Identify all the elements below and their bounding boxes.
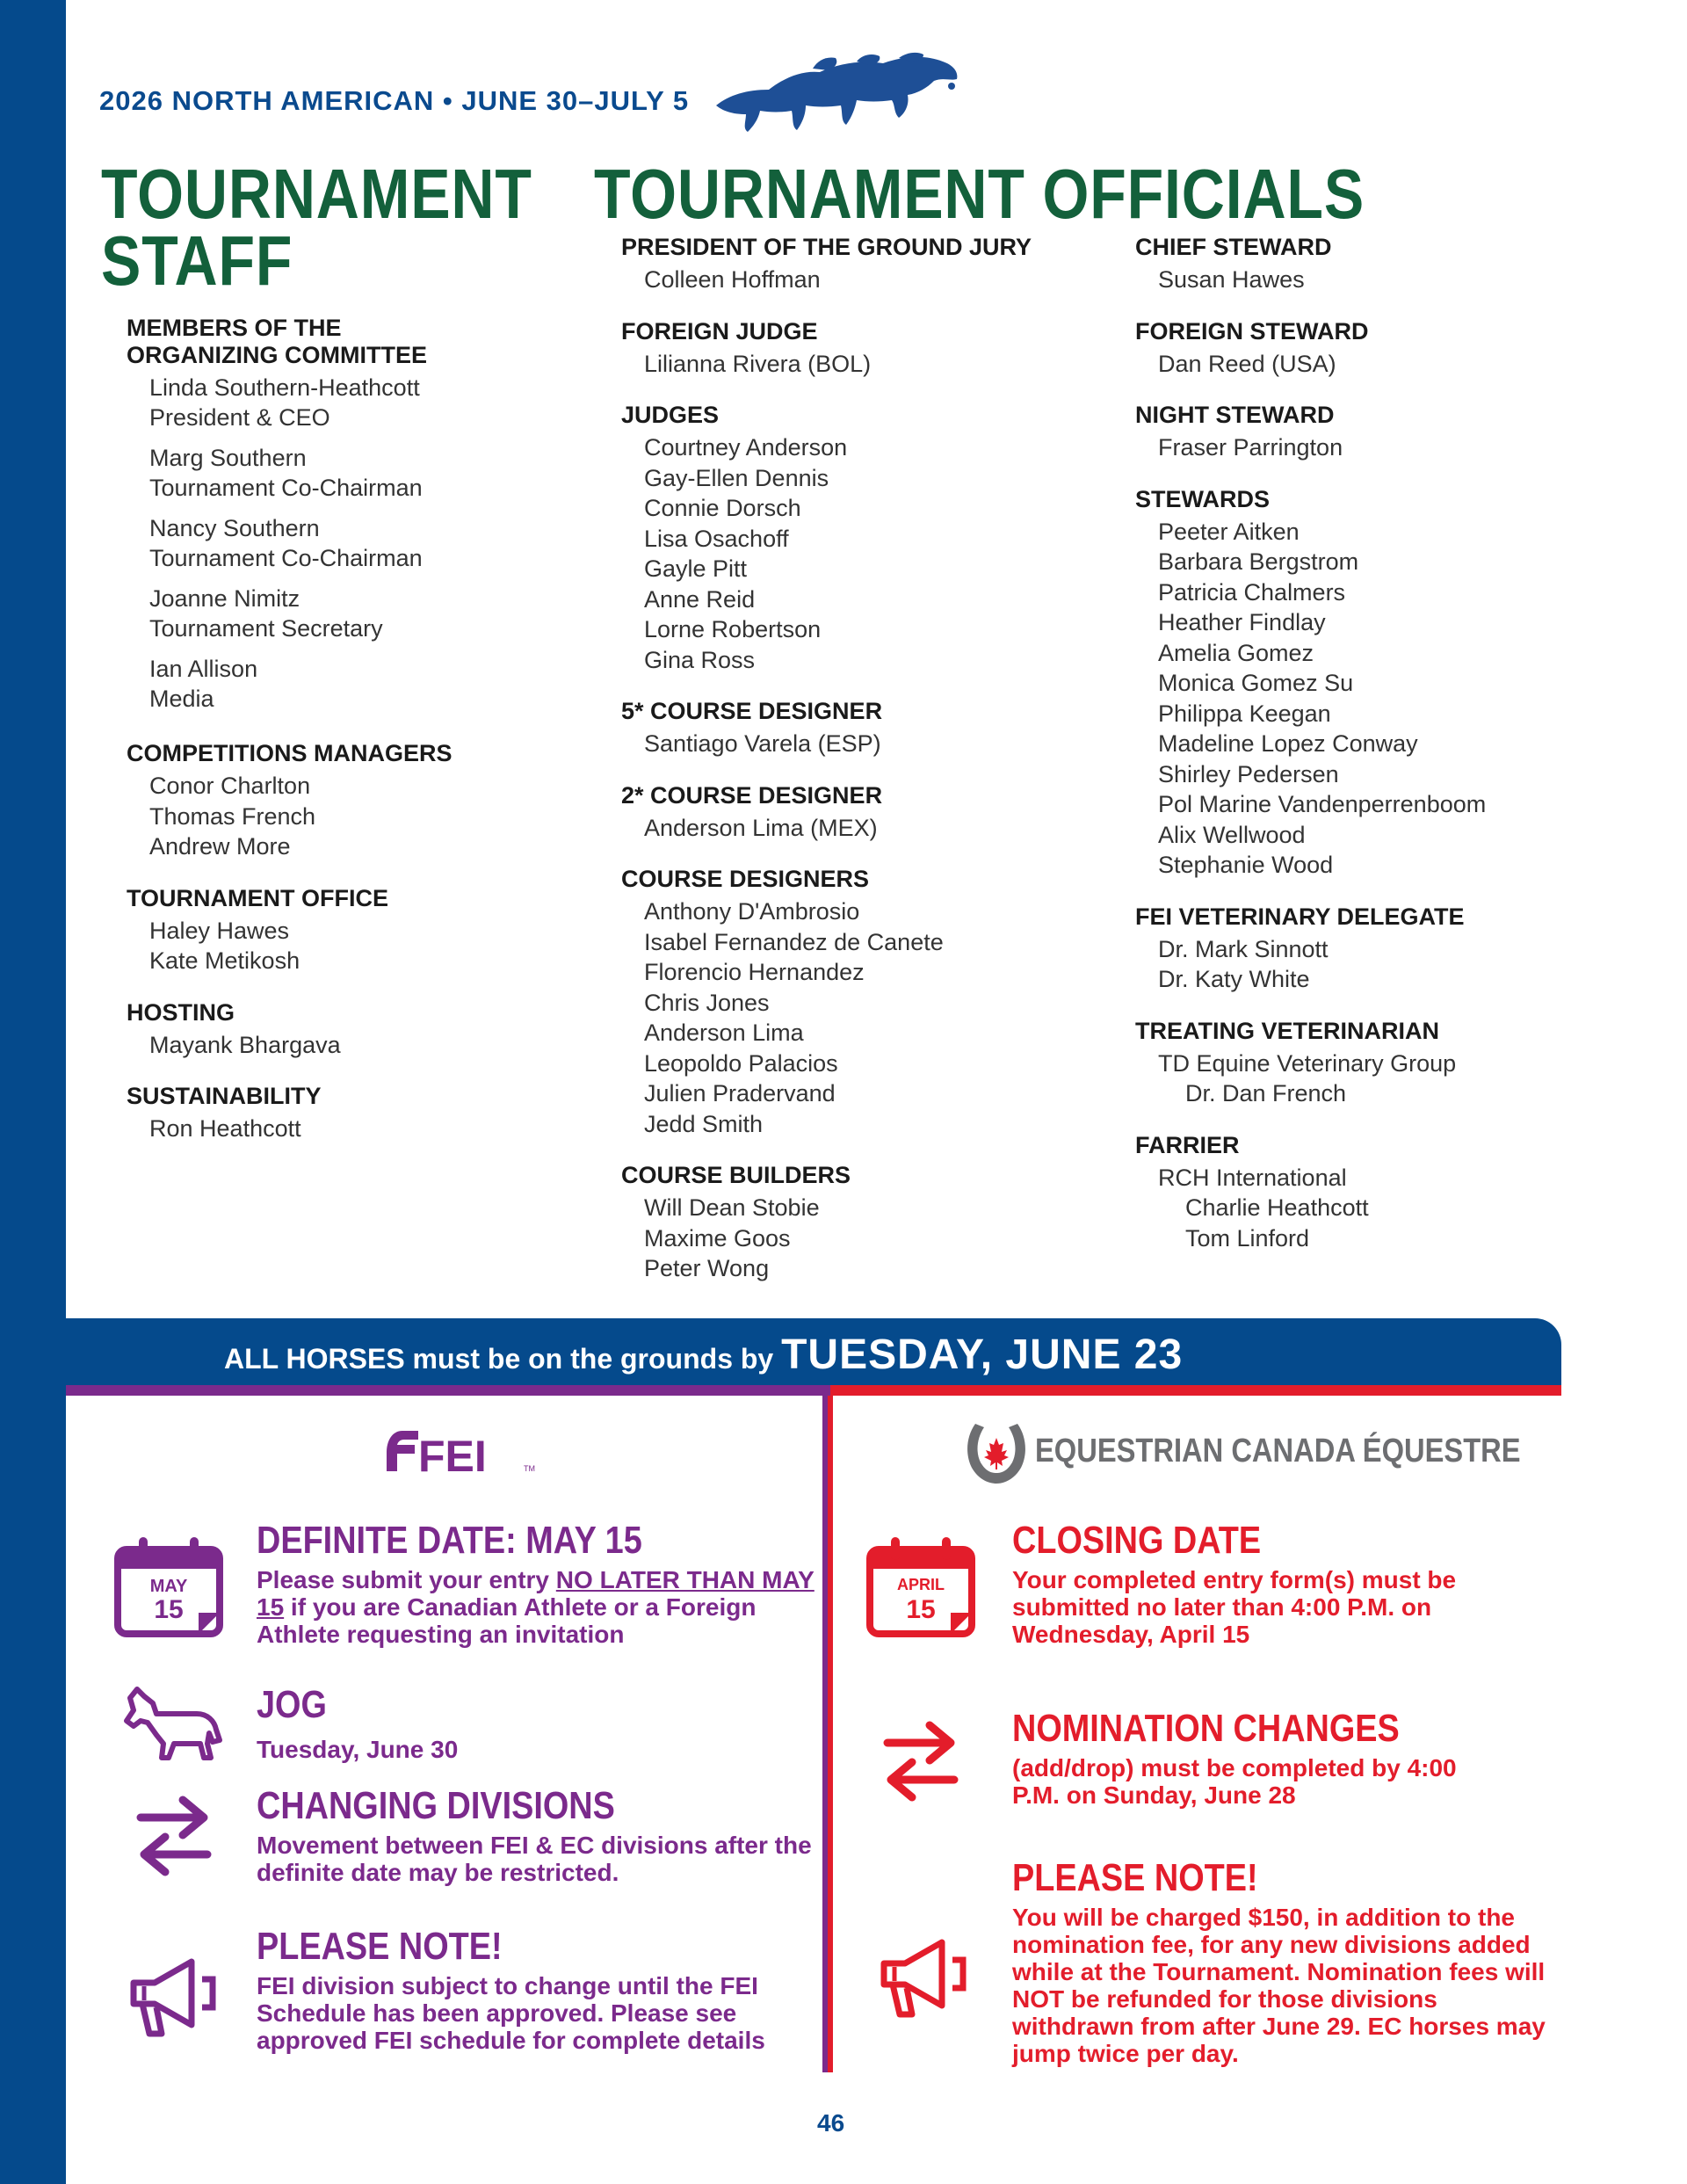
list-item: Lilianna Rivera (BOL): [644, 350, 872, 377]
list-item: Lisa Osachoff: [644, 525, 789, 552]
list-item: Conor Charlton: [149, 773, 311, 799]
megaphone-icon: [875, 1934, 972, 2021]
section-heading: TOURNAMENT OFFICE: [127, 884, 388, 911]
section-heading: 2* COURSE DESIGNER: [621, 781, 883, 809]
list-item: Leopoldo Palacios: [644, 1049, 838, 1077]
list-item: Chris Jones: [644, 989, 770, 1016]
changing-divisions-title: CHANGING DIVISIONS: [257, 1784, 615, 1827]
section-heading: TREATING VETERINARIAN: [1135, 1017, 1440, 1044]
swap-arrows-icon: [880, 1718, 961, 1803]
section-list: [1135, 432, 1662, 463]
member-role: President & CEO: [149, 404, 330, 431]
section-list: [1135, 934, 1662, 995]
horses-jumping-logo-icon: [707, 51, 962, 143]
definite-body-post: if you are Canadian Athlete or a Foreign Athlete requesting an invitation: [257, 1593, 757, 1648]
member-role: Tournament Co-Chairman: [149, 545, 423, 571]
closing-date-body: Your completed entry form(s) must be submitted no later than 4:00 P.M. on Wednesday, April 15: [1012, 1566, 1457, 1648]
closing-date-block: [1012, 1519, 1557, 1648]
section-list: [621, 349, 1113, 380]
section-heading: COURSE DESIGNERS: [621, 866, 870, 892]
list-item: Kate Metikosh: [149, 947, 300, 974]
section-list: [1135, 265, 1662, 295]
list-item: Gayle Pitt: [644, 555, 748, 582]
tournament-officials-title: TOURNAMENT OFFICIALS: [594, 155, 1365, 233]
section-heading: FEI VETERINARY DELEGATE: [1135, 903, 1465, 930]
section-foreign-steward: [1135, 318, 1662, 380]
committee-heading-line2: ORGANIZING COMMITTEE: [127, 342, 427, 368]
list-item: Colleen Hoffman: [644, 266, 821, 293]
fei-note-block: [257, 1925, 819, 2054]
list-item: Shirley Pedersen: [1158, 760, 1339, 787]
list-item: Susan Hawes: [1158, 266, 1305, 293]
list-item: Dr. Katy White: [1158, 966, 1310, 992]
list-item: Dan Reed (USA): [1158, 350, 1336, 377]
fei-logo-tm: TM: [524, 1464, 535, 1473]
committee-heading-line1: MEMBERS OF THE: [127, 315, 342, 341]
list-sub-item: Dr. Dan French: [1185, 1080, 1347, 1107]
member-name: Joanne Nimitz: [149, 585, 300, 612]
section-heading: 5* COURSE DESIGNER: [621, 698, 883, 724]
list-item: TD Equine Veterinary Group: [1158, 1049, 1457, 1077]
list-item: Anthony D'Ambrosio: [644, 898, 860, 925]
section-list: [1135, 517, 1662, 881]
list-item: Santiago Varela (ESP): [644, 730, 881, 757]
banner-part2: must be on the grounds by: [404, 1343, 782, 1375]
section-list: [621, 813, 1113, 844]
section-heading: JUDGES: [621, 402, 720, 428]
nomination-changes-block: [1012, 1707, 1557, 1809]
section-president-of-the-ground-jury: [621, 234, 1113, 295]
list-item: Stephanie Wood: [1158, 852, 1334, 878]
ec-logo-text: EQUESTRIAN CANADA ÉQUESTRE: [1035, 1433, 1521, 1469]
officials-column-2: [1135, 234, 1662, 1276]
list-item: Patricia Chalmers: [1158, 578, 1346, 606]
definite-date-block: [257, 1519, 819, 1648]
list-item: Mayank Bhargava: [149, 1031, 341, 1058]
committee-member: [149, 654, 583, 714]
page-number: 46: [817, 2109, 845, 2137]
committee-section: [127, 315, 583, 714]
section-2-course-designer: [621, 782, 1113, 844]
list-item: Fraser Parrington: [1158, 434, 1343, 461]
committee-member: [149, 584, 583, 643]
section-list: [127, 916, 583, 976]
list-item: Anderson Lima: [644, 1019, 804, 1046]
nomination-changes-title: NOMINATION CHANGES: [1012, 1707, 1400, 1750]
left-accent-bar: [0, 0, 66, 2184]
section-heading: STEWARDS: [1135, 485, 1271, 512]
closing-date-title: CLOSING DATE: [1012, 1519, 1262, 1562]
list-item: Anderson Lima (MEX): [644, 814, 878, 841]
list-item: Connie Dorsch: [644, 495, 801, 521]
section-list: [621, 1193, 1113, 1284]
banner-part1: ALL HORSES: [224, 1343, 405, 1375]
ec-note-block: [1012, 1856, 1557, 2067]
section-list: [621, 265, 1113, 295]
section-list: [621, 729, 1113, 759]
list-item: Florencio Hernandez: [644, 959, 865, 985]
section-night-steward: [1135, 402, 1662, 463]
member-name: Marg Southern: [149, 445, 307, 471]
section-fei-veterinary-delegate: [1135, 903, 1662, 995]
list-item: Lorne Robertson: [644, 616, 822, 642]
member-name: Nancy Southern: [149, 515, 320, 541]
list-item: Jedd Smith: [644, 1110, 764, 1137]
section-list: [127, 1114, 583, 1144]
equestrian-canada-logo: [963, 1417, 1521, 1487]
section-course-designers: [621, 866, 1113, 1139]
changing-divisions-block: [257, 1784, 819, 1886]
ec-top-bar: [830, 1385, 1561, 1396]
ec-divider: [828, 1396, 833, 2072]
officials-column-1: [621, 234, 1113, 1307]
section-tournament-office: [127, 885, 583, 976]
list-item: Andrew More: [149, 833, 291, 860]
section-5-course-designer: [621, 698, 1113, 759]
section-list: [127, 771, 583, 862]
section-list: [127, 1030, 583, 1061]
section-sustainability: [127, 1083, 583, 1144]
member-role: Media: [149, 686, 214, 712]
section-heading: NIGHT STEWARD: [1135, 402, 1335, 428]
list-sub-item: Charlie Heathcott: [1185, 1194, 1369, 1221]
fei-note-title: PLEASE NOTE!: [257, 1925, 503, 1968]
committee-list: [127, 373, 583, 714]
changing-divisions-body: Movement between FEI & EC divisions after the definite date may be restricted.: [257, 1832, 812, 1886]
calendar-april-month: APRIL: [897, 1576, 945, 1593]
ec-note-title: PLEASE NOTE!: [1012, 1856, 1258, 1899]
list-item: Dr. Mark Sinnott: [1158, 935, 1329, 962]
banner-text: [224, 1331, 1183, 1379]
section-list: [621, 432, 1113, 675]
list-item: Ron Heathcott: [149, 1115, 301, 1142]
member-role: Tournament Secretary: [149, 615, 383, 642]
staff-title-line1: TOURNAMENT: [101, 155, 532, 233]
definite-date-body: [257, 1566, 819, 1648]
calendar-may-month: MAY: [149, 1577, 188, 1596]
calendar-april-15-icon: [865, 1534, 977, 1639]
list-item: Monica Gomez Su: [1158, 670, 1354, 696]
list-item: Alix Wellwood: [1158, 821, 1306, 848]
section-heading: PRESIDENT OF THE GROUND JURY: [621, 234, 1032, 260]
fei-logo-text: FEI: [418, 1432, 487, 1478]
list-item: Barbara Bergstrom: [1158, 548, 1359, 575]
staff-column: [127, 315, 583, 1167]
member-name: Ian Allison: [149, 656, 258, 682]
list-item: Peeter Aitken: [1158, 518, 1300, 545]
section-heading: HOSTING: [127, 998, 235, 1026]
list-sub-item: Tom Linford: [1185, 1224, 1310, 1252]
section-heading: COURSE BUILDERS: [621, 1162, 851, 1188]
list-item: Gina Ross: [644, 646, 756, 673]
section-hosting: [127, 999, 583, 1061]
list-item: Haley Hawes: [149, 917, 290, 944]
list-item: Isabel Fernandez de Canete: [644, 928, 944, 955]
horseshoe-maple-leaf-icon: [963, 1419, 1030, 1485]
section-list: [1135, 1048, 1662, 1109]
calendar-may-day: 15: [154, 1595, 184, 1624]
list-item: Courtney Anderson: [644, 434, 848, 461]
list-item: Peter Wong: [644, 1255, 770, 1281]
event-header: 2026 NORTH AMERICAN • JUNE 30–JULY 5: [99, 85, 690, 116]
list-item: Madeline Lopez Conway: [1158, 730, 1418, 757]
section-competitions-managers: [127, 740, 583, 862]
definite-body-pre: Please submit your entry: [257, 1566, 556, 1593]
section-farrier: [1135, 1132, 1662, 1254]
section-judges: [621, 402, 1113, 675]
fei-top-bar: [66, 1385, 830, 1396]
list-item: Maxime Goos: [644, 1224, 791, 1252]
member-role: Tournament Co-Chairman: [149, 475, 423, 501]
staff-sections: [127, 740, 583, 1144]
member-name: Linda Southern-Heathcott: [149, 374, 420, 401]
section-stewards: [1135, 486, 1662, 881]
section-chief-steward: [1135, 234, 1662, 295]
section-list: [1135, 1163, 1662, 1254]
section-list: [621, 896, 1113, 1139]
section-heading: CHIEF STEWARD: [1135, 234, 1332, 260]
section-heading: FARRIER: [1135, 1131, 1240, 1158]
megaphone-icon: [125, 1953, 221, 2041]
list-item: Anne Reid: [644, 585, 756, 613]
list-item: Thomas French: [149, 802, 316, 830]
staff-title-line2: STAFF: [101, 221, 293, 300]
tournament-staff-title: [101, 155, 532, 300]
definite-body-deadline: NO LATER THAN MAY 15: [257, 1566, 815, 1621]
nomination-changes-body: (add/drop) must be completed by 4:00 P.M. on Sunday, June 28: [1012, 1754, 1457, 1809]
list-item: Julien Pradervand: [644, 1080, 836, 1107]
jog-block: [257, 1683, 819, 1763]
definite-date-title: DEFINITE DATE: MAY 15: [257, 1519, 642, 1562]
swap-arrows-icon: [134, 1793, 214, 1877]
list-item: Heather Findlay: [1158, 609, 1326, 635]
list-item: RCH International: [1158, 1164, 1347, 1191]
section-list: [1135, 349, 1662, 380]
arrival-banner: [66, 1318, 1561, 1385]
section-heading: COMPETITIONS MANAGERS: [127, 740, 453, 766]
list-item: Pol Marine Vandenperrenboom: [1158, 791, 1487, 817]
section-heading: SUSTAINABILITY: [127, 1083, 322, 1109]
section-foreign-judge: [621, 318, 1113, 380]
section-heading: FOREIGN STEWARD: [1135, 317, 1369, 345]
committee-member: [149, 513, 583, 573]
committee-member: [149, 373, 583, 432]
list-item: Gay-Ellen Dennis: [644, 464, 829, 491]
section-treating-veterinarian: [1135, 1018, 1662, 1109]
jog-body: Tuesday, June 30: [257, 1736, 459, 1763]
list-item: Philippa Keegan: [1158, 700, 1331, 727]
jog-title: JOG: [257, 1683, 327, 1726]
calendar-may-15-icon: [112, 1534, 225, 1639]
calendar-april-day: 15: [906, 1595, 936, 1624]
ec-note-body: You will be charged $150, in addition to the nomination fee, for any new divisions added while at the Tournament. Nomination fees will NOT be refunded for those divisions withdrawn from after June 29. EC horses may jump twice per day.: [1012, 1904, 1546, 2067]
committee-member: [149, 443, 583, 503]
section-course-builders: [621, 1162, 1113, 1284]
horse-icon: [121, 1686, 225, 1761]
list-item: Will Dean Stobie: [644, 1194, 820, 1221]
fei-logo-icon: [383, 1426, 550, 1478]
fei-note-body: FEI division subject to change until the FEI Schedule has been approved. Please see approved FEI schedule for complete details: [257, 1972, 765, 2054]
banner-part3: TUESDAY, JUNE 23: [781, 1331, 1184, 1378]
list-item: Amelia Gomez: [1158, 639, 1314, 666]
section-heading: FOREIGN JUDGE: [621, 317, 818, 345]
